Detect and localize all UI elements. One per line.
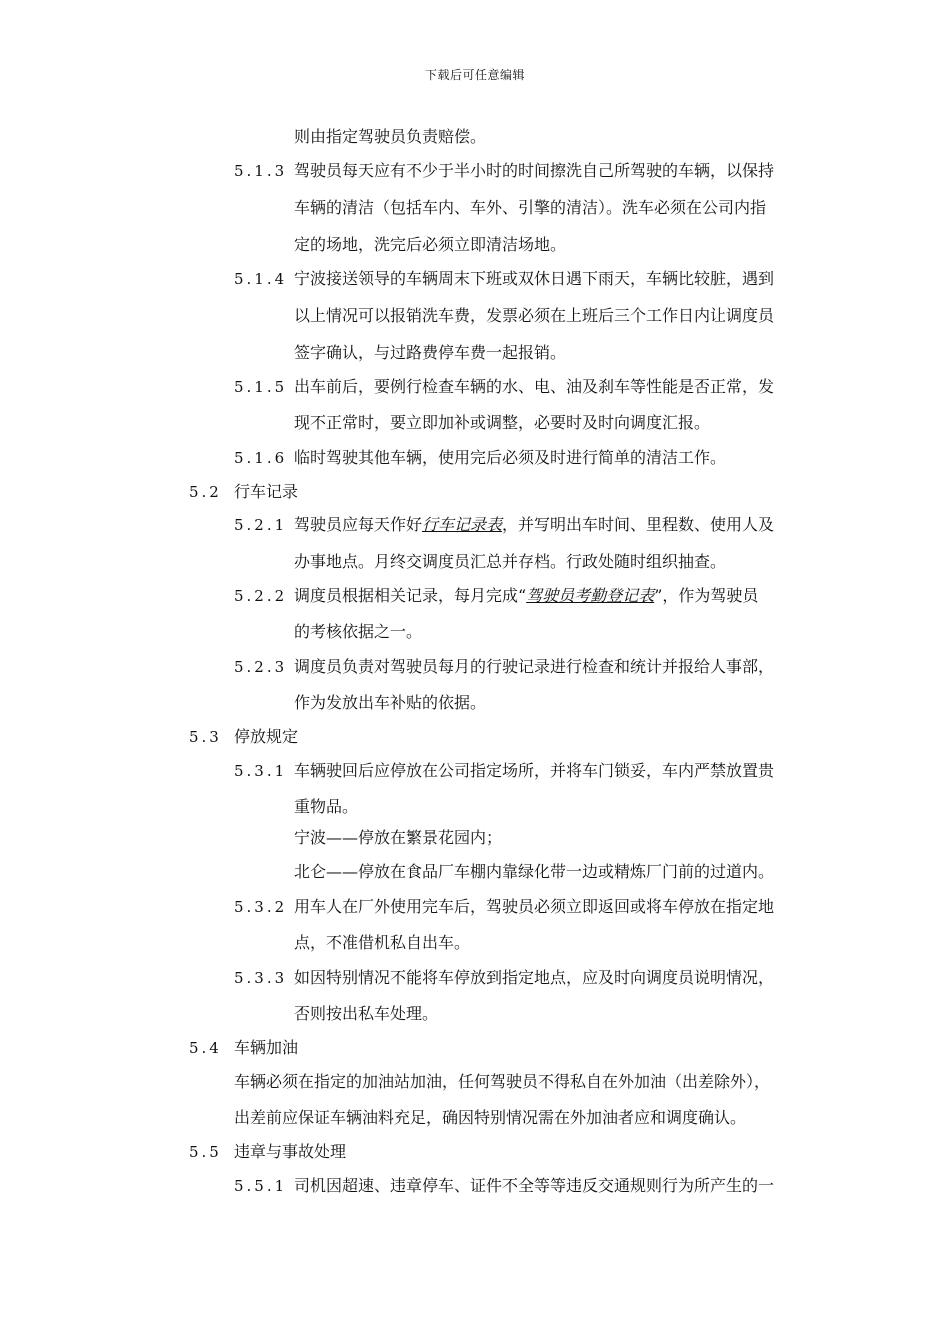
clause-number: 5.2.3 [234, 658, 288, 676]
body-line: 以上情况可以报销洗车费，发票必须在上班后三个工作日内让调度员 [294, 306, 775, 325]
body-line: 出车前后，要例行检查车辆的水、电、油及刹车等性能是否正常，发 [294, 377, 775, 396]
body-line: 签字确认，与过路费停车费一起报销。 [294, 343, 567, 362]
clause-number: 5.3.3 [234, 969, 288, 987]
body-line: 则由指定驾驶员负责赔偿。 [294, 127, 487, 146]
body-line: 北仑——停放在食品厂车棚内靠绿化带一边或精炼厂门前的过道内。 [294, 862, 775, 881]
text-run: 调度员根据相关记录，每月完成“ [294, 586, 527, 605]
body-line [294, 586, 758, 606]
body-line: 办事地点。月终交调度员汇总并存档。行政处随时组织抽查。 [294, 552, 727, 571]
section-title: 违章与事故处理 [234, 1142, 347, 1161]
section-number: 5.4 [189, 1039, 222, 1057]
body-line: 车辆必须在指定的加油站加油，任何驾驶员不得私自在外加油（出差除外）， [234, 1072, 771, 1091]
page-header: 下载后可任意编辑 [424, 68, 525, 82]
clause-number: 5.5.1 [234, 1177, 288, 1195]
body-line: 现不正常时，要立即加补或调整，必要时及时向调度汇报。 [294, 413, 711, 432]
form-reference: 驾驶员考勤登记表 [526, 586, 655, 605]
clause-number: 5.1.4 [234, 270, 288, 288]
clause-number: 5.1.3 [234, 162, 288, 180]
section-number: 5.5 [189, 1143, 222, 1161]
body-line: 作为发放出车补贴的依据。 [294, 693, 487, 712]
body-line: 如因特别情况不能将车停放到指定地点，应及时向调度员说明情况， [294, 968, 775, 987]
section-title: 停放规定 [234, 727, 299, 746]
body-line: 否则按出私车处理。 [294, 1004, 439, 1023]
body-line: 的考核依据之一。 [294, 622, 423, 641]
text-run: ，并写明出车时间、里程数、使用人及 [502, 515, 775, 534]
body-line: 用车人在厂外使用完车后，驾驶员必须立即返回或将车停放在指定地 [294, 897, 775, 916]
clause-number: 5.3.1 [234, 762, 288, 780]
body-line: 重物品。 [294, 797, 359, 816]
body-line: 车辆的清洁（包括车内、车外、引擎的清洁）。洗车必须在公司内指 [294, 198, 767, 217]
body-line: 出差前应保证车辆油料充足，确因特别情况需在外加油者应和调度确认。 [234, 1108, 747, 1127]
body-line: 临时驾驶其他车辆，使用完后必须及时进行简单的清洁工作。 [294, 448, 727, 467]
clause-number: 5.3.2 [234, 898, 288, 916]
section-number: 5.2 [189, 483, 222, 501]
body-line: 调度员负责对驾驶员每月的行驶记录进行检查和统计并报给人事部， [294, 657, 775, 676]
body-line [294, 515, 774, 535]
text-run: 驾驶员应每天作好 [294, 515, 423, 534]
section-title: 车辆加油 [234, 1038, 299, 1057]
body-line: 宁波——停放在繁景花园内； [294, 828, 503, 847]
clause-number: 5.2.1 [234, 516, 288, 534]
clause-number: 5.2.2 [234, 587, 288, 605]
body-line: 宁波接送领导的车辆周末下班或双休日遇下雨天，车辆比较脏，遇到 [294, 269, 775, 288]
body-line: 点，不准借机私自出车。 [294, 933, 471, 952]
clause-number: 5.1.5 [234, 378, 288, 396]
body-line: 驾驶员每天应有不少于半小时的时间擦洗自己所驾驶的车辆，以保持 [294, 161, 775, 180]
text-run: ”，作为驾驶员 [654, 586, 759, 605]
form-reference: 行车记录表 [422, 515, 503, 534]
body-line: 定的场地，洗完后必须立即清洁场地。 [294, 235, 567, 254]
body-line: 车辆驶回后应停放在公司指定场所，并将车门锁妥，车内严禁放置贵 [294, 761, 775, 780]
section-title: 行车记录 [234, 482, 299, 501]
body-line: 司机因超速、违章停车、证件不全等等违反交通规则行为所产生的一 [294, 1176, 775, 1195]
clause-number: 5.1.6 [234, 449, 288, 467]
section-number: 5.3 [189, 728, 222, 746]
